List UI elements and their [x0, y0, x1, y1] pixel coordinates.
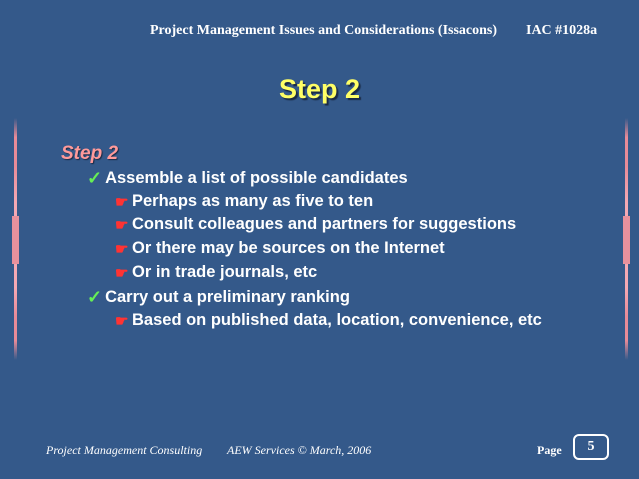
header-code: IAC #1028a — [526, 23, 598, 38]
bullet-text: Based on published data, location, convenience, etc — [132, 311, 542, 329]
footer-page-label: Page — [537, 443, 562, 457]
bullet-item — [115, 239, 445, 258]
left-rail-tab — [12, 216, 19, 264]
bullet-text: Or in trade journals, etc — [132, 263, 318, 281]
bullet-text: Consult colleagues and partners for suggestions — [132, 215, 517, 233]
bullet-text: Assemble a list of possible candidates — [105, 169, 408, 187]
header-title: Project Management Issues and Considerations (Issacons) — [150, 23, 498, 38]
page-number-box: 5 — [573, 434, 609, 460]
bullet-item — [115, 311, 542, 330]
right-rail-tab — [623, 216, 630, 264]
pointing-hand-icon: ☛ — [115, 240, 129, 258]
pointing-hand-icon: ☛ — [115, 312, 129, 330]
footer-company: Project Management Consulting — [46, 443, 203, 457]
bullet-text: Or there may be sources on the Internet — [132, 239, 445, 257]
slide-title: Step 2 — [278, 74, 361, 104]
footer-copyright: AEW Services © March, 2006 — [227, 443, 372, 457]
bullet-item — [115, 215, 516, 234]
bullet-item — [87, 168, 408, 189]
bullet-item — [115, 192, 373, 211]
check-icon: ✓ — [87, 287, 103, 307]
pointing-hand-icon: ☛ — [115, 264, 129, 282]
section-heading: Step 2 — [61, 143, 119, 164]
pointing-hand-icon: ☛ — [115, 193, 129, 211]
bullet-text: Perhaps as many as five to ten — [132, 192, 374, 210]
pointing-hand-icon: ☛ — [115, 216, 129, 234]
bullet-item — [115, 263, 317, 282]
bullet-item — [87, 287, 350, 308]
bullet-text: Carry out a preliminary ranking — [105, 288, 350, 306]
check-icon: ✓ — [87, 168, 103, 188]
